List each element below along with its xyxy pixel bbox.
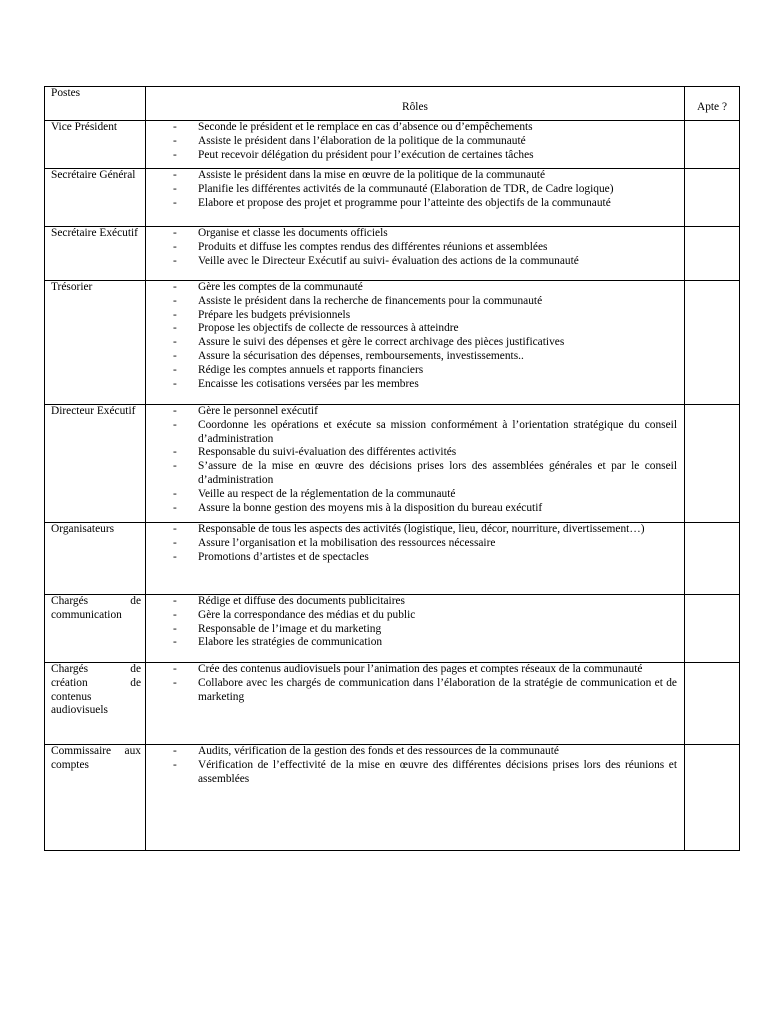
- post-name: Chargés de création de contenus audiovisuels: [51, 663, 141, 717]
- role-item: - Prépare les budgets prévisionnels: [146, 309, 677, 323]
- post-cell: [45, 121, 146, 169]
- role-item: - Audits, vérification de la gestion des fonds et des ressources de la communauté: [146, 745, 677, 759]
- roles-cell: [146, 663, 685, 745]
- role-item: - Collabore avec les chargés de communication dans l’élaboration de la stratégie de communication et de marketing: [146, 677, 677, 705]
- table-row: [45, 745, 740, 851]
- roles-cell: [146, 121, 685, 169]
- role-item: - Encaisse les cotisations versées par les membres: [146, 378, 677, 392]
- apte-cell[interactable]: [685, 169, 740, 227]
- apte-cell[interactable]: [685, 227, 740, 281]
- role-item: - Gère le personnel exécutif: [146, 405, 677, 419]
- role-item: - Organise et classe les documents officiels: [146, 227, 677, 241]
- post-name: Commissaire aux comptes: [51, 745, 141, 771]
- role-item: - Assiste le président dans la mise en œuvre de la politique de la communauté: [146, 169, 677, 183]
- role-item: - Vérification de l’effectivité de la mise en œuvre des différentes décisions prises lors des réunions et assemblées: [146, 759, 677, 787]
- role-list: [146, 281, 684, 391]
- role-list: [146, 745, 684, 786]
- roles-cell: [146, 227, 685, 281]
- apte-cell[interactable]: [685, 281, 740, 405]
- role-list: [146, 121, 684, 162]
- post-cell: [45, 405, 146, 523]
- post-cell: [45, 227, 146, 281]
- role-item: - Produits et diffuse les comptes rendus des différentes réunions et assemblées: [146, 241, 677, 255]
- role-item: - Veille au respect de la réglementation de la communauté: [146, 488, 677, 502]
- roles-cell: [146, 405, 685, 523]
- role-list: [146, 663, 684, 704]
- roles-table: [44, 86, 740, 851]
- table-row: [45, 523, 740, 595]
- role-item: - Assure l’organisation et la mobilisation des ressources nécessaire: [146, 537, 677, 551]
- post-name: Trésorier: [51, 281, 93, 293]
- post-cell: [45, 281, 146, 405]
- role-item: - Veille avec le Directeur Exécutif au suivi- évaluation des actions de la communauté: [146, 255, 677, 269]
- post-cell: [45, 523, 146, 595]
- role-item: - Assiste le président dans la recherche de financements pour la communauté: [146, 295, 677, 309]
- role-item: - Rédige les comptes annuels et rapports financiers: [146, 364, 677, 378]
- role-list: [146, 405, 684, 515]
- apte-cell[interactable]: [685, 745, 740, 851]
- role-item: - Assure la sécurisation des dépenses, remboursements, investissements..: [146, 350, 677, 364]
- roles-cell: [146, 169, 685, 227]
- role-list: [146, 523, 684, 564]
- post-name: Chargés de communication: [51, 595, 141, 621]
- table-row: [45, 281, 740, 405]
- post-name: Secrétaire Général: [51, 169, 136, 181]
- post-cell: [45, 169, 146, 227]
- role-item: - Peut recevoir délégation du président pour l’exécution de certaines tâches: [146, 149, 677, 163]
- role-list: [146, 227, 684, 268]
- header-roles: Rôles: [146, 87, 685, 121]
- apte-cell[interactable]: [685, 405, 740, 523]
- roles-cell: [146, 595, 685, 663]
- role-item: - Assure le suivi des dépenses et gère le correct archivage des pièces justificatives: [146, 336, 677, 350]
- post-cell: [45, 595, 146, 663]
- role-item: - Assure la bonne gestion des moyens mis à la disposition du bureau exécutif: [146, 502, 677, 516]
- roles-cell: [146, 281, 685, 405]
- apte-cell[interactable]: [685, 121, 740, 169]
- apte-cell[interactable]: [685, 595, 740, 663]
- role-item: - Propose les objectifs de collecte de ressources à atteindre: [146, 322, 677, 336]
- role-item: - Elabore et propose des projet et programme pour l’atteinte des objectifs de la communauté: [146, 197, 677, 211]
- header-apte: Apte ?: [685, 87, 740, 121]
- table-row: [45, 227, 740, 281]
- header-postes-text: Postes: [51, 87, 81, 99]
- post-name: Organisateurs: [51, 523, 115, 535]
- roles-cell: [146, 523, 685, 595]
- role-item: - Responsable du suivi-évaluation des différentes activités: [146, 446, 677, 460]
- apte-cell[interactable]: [685, 663, 740, 745]
- table-row: [45, 121, 740, 169]
- apte-cell[interactable]: [685, 523, 740, 595]
- role-item: - Coordonne les opérations et exécute sa mission conformément à l’orientation stratégique du conseil d’administration: [146, 419, 677, 447]
- role-item: - Crée des contenus audiovisuels pour l’animation des pages et comptes réseaux de la communauté: [146, 663, 677, 677]
- post-cell: [45, 745, 146, 851]
- role-item: - Promotions d’artistes et de spectacles: [146, 551, 677, 565]
- header-postes: [45, 87, 146, 121]
- table-row: [45, 405, 740, 523]
- role-list: [146, 595, 684, 650]
- role-item: - Assiste le président dans l’élaboration de la politique de la communauté: [146, 135, 677, 149]
- table-row: [45, 595, 740, 663]
- post-cell: [45, 663, 146, 745]
- post-name: Directeur Exécutif: [51, 405, 136, 417]
- post-name: Vice Président: [51, 121, 118, 133]
- role-item: - Gère les comptes de la communauté: [146, 281, 677, 295]
- table-body: [45, 121, 740, 851]
- roles-cell: [146, 745, 685, 851]
- role-item: - S’assure de la mise en œuvre des décisions prises lors des assemblées générales et par le conseil d’administration: [146, 460, 677, 488]
- role-item: - Elabore les stratégies de communication: [146, 636, 677, 650]
- role-item: - Responsable de l’image et du marketing: [146, 623, 677, 637]
- role-item: - Planifie les différentes activités de la communauté (Elaboration de TDR, de Cadre logique): [146, 183, 677, 197]
- post-name: Secrétaire Exécutif: [51, 227, 138, 239]
- header-row: [45, 87, 740, 121]
- role-item: - Gère la correspondance des médias et du public: [146, 609, 677, 623]
- role-item: - Responsable de tous les aspects des activités (logistique, lieu, décor, nourriture, divertissement…): [146, 523, 677, 537]
- role-item: - Rédige et diffuse des documents publicitaires: [146, 595, 677, 609]
- role-item: - Seconde le président et le remplace en cas d’absence ou d’empêchements: [146, 121, 677, 135]
- role-list: [146, 169, 684, 210]
- table-row: [45, 169, 740, 227]
- table-row: [45, 663, 740, 745]
